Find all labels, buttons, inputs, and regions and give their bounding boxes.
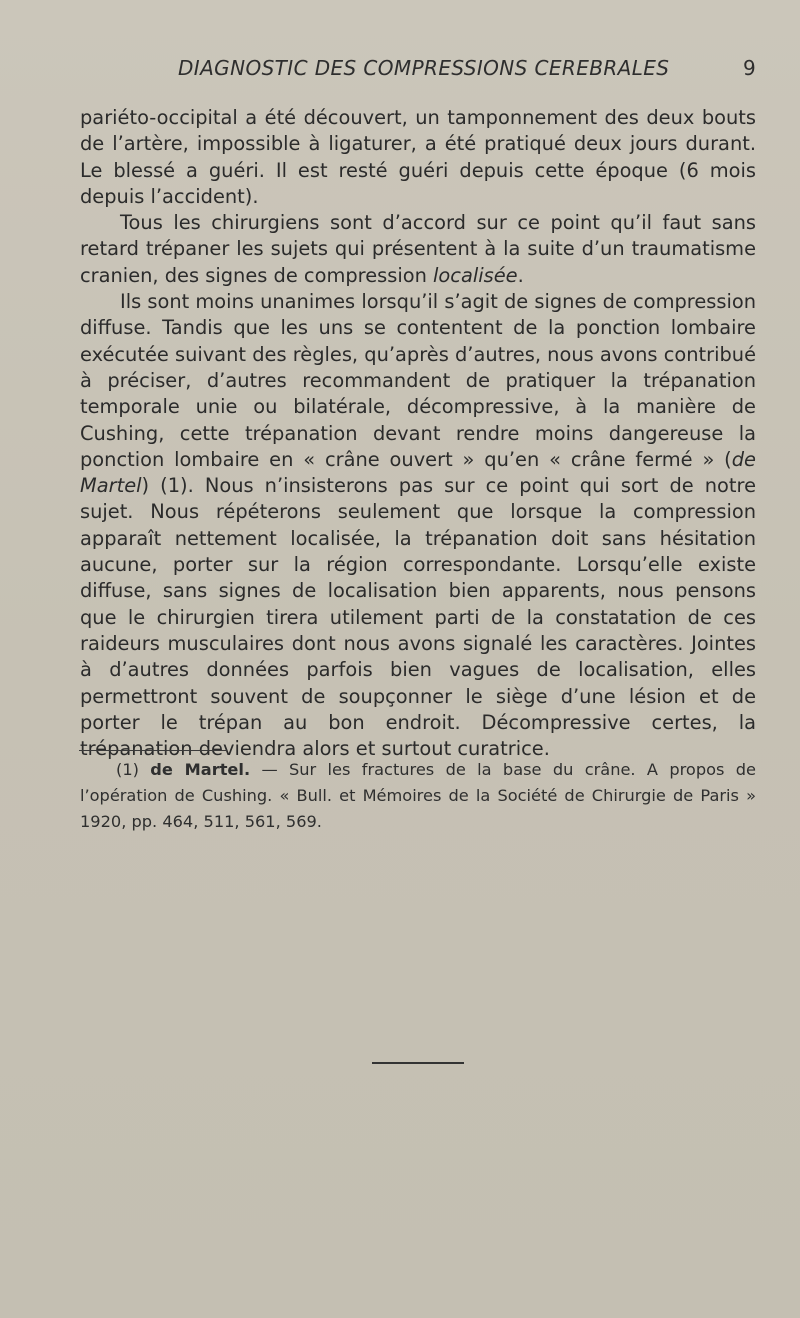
paragraph-1	[80, 105, 756, 210]
paragraph-3-text-a: Ils sont moins unanimes lorsqu’il s’agit de signes de compression diffuse. Tandis que les uns se contentent de la ponction lombaire exécutée suivant des règles, qu’après d’autres, nous avons contribué à préciser, d’autres recommandent de pratiquer la trépanation temporale unie ou bilatérale, décompressive, à la manière de Cushing, cette trépanation devant rendre moins dangereuse la ponction lombaire en « crâne ouvert » qu’en « crâne fermé » (	[80, 290, 756, 471]
paragraph-2-end: .	[517, 263, 524, 287]
paragraph-2-emphasis: localisée	[433, 263, 518, 287]
footnote-text: — Sur les fractures de la base du crâne. A propos de l’opération de Cushing. « Bull. et Mémoires de la Société de Chirurgie de Paris » 1920, pp. 464, 511, 561, 569.	[80, 760, 757, 831]
footnote-author: de Martel.	[150, 760, 251, 779]
footnote	[80, 757, 756, 835]
running-header	[0, 50, 800, 90]
body-text	[80, 105, 756, 762]
paragraph-1-text: pariéto-occipital a été découvert, un tamponnement des deux bouts de l’artère, impossible à ligaturer, a été pratiqué deux jours durant. Le blessé a guéri. Il est resté guéri depuis cette époque (6 mois depuis l’accident).	[80, 106, 756, 208]
footnote-rule	[79, 750, 227, 751]
paragraph-3	[80, 289, 756, 762]
paragraph-2	[80, 210, 756, 289]
paragraph-2-text: Tous les chirurgiens sont d’accord sur ce point qu’il faut sans retard trépaner les sujets qui présentent à la suite d’un traumatisme cranien, des signes de compression	[80, 211, 756, 287]
paragraph-3-text-b: ) (1). Nous n’insisterons pas sur ce point qui sort de notre sujet. Nous répéterons seulement que lorsque la compression apparaît nettement localisée, la trépanation doit sans hésitation aucune, porter sur la région correspondante. Lorsqu’elle existe diffuse, sans signes de localisation bien apparents, nous pensons que le chirurgien tirera utilement parti de la constatation de ces raideurs musculaires dont nous avons signalé les caractères. Jointes à d’autres données parfois bien vagues de localisation, elles permettront souvent de soupçonner le siège d’une lésion et de porter le trépan au bon endroit. Décompressive certes, la trépanation deviendra alors et surtout curatrice.	[80, 474, 756, 761]
paragraph-3-citation-name: de Martel	[80, 447, 756, 498]
footnote-marker: (1)	[116, 760, 151, 779]
end-rule	[372, 1062, 464, 1064]
page-number: 9	[743, 56, 756, 80]
running-title: DIAGNOSTIC DES COMPRESSIONS CEREBRALES	[178, 56, 670, 80]
